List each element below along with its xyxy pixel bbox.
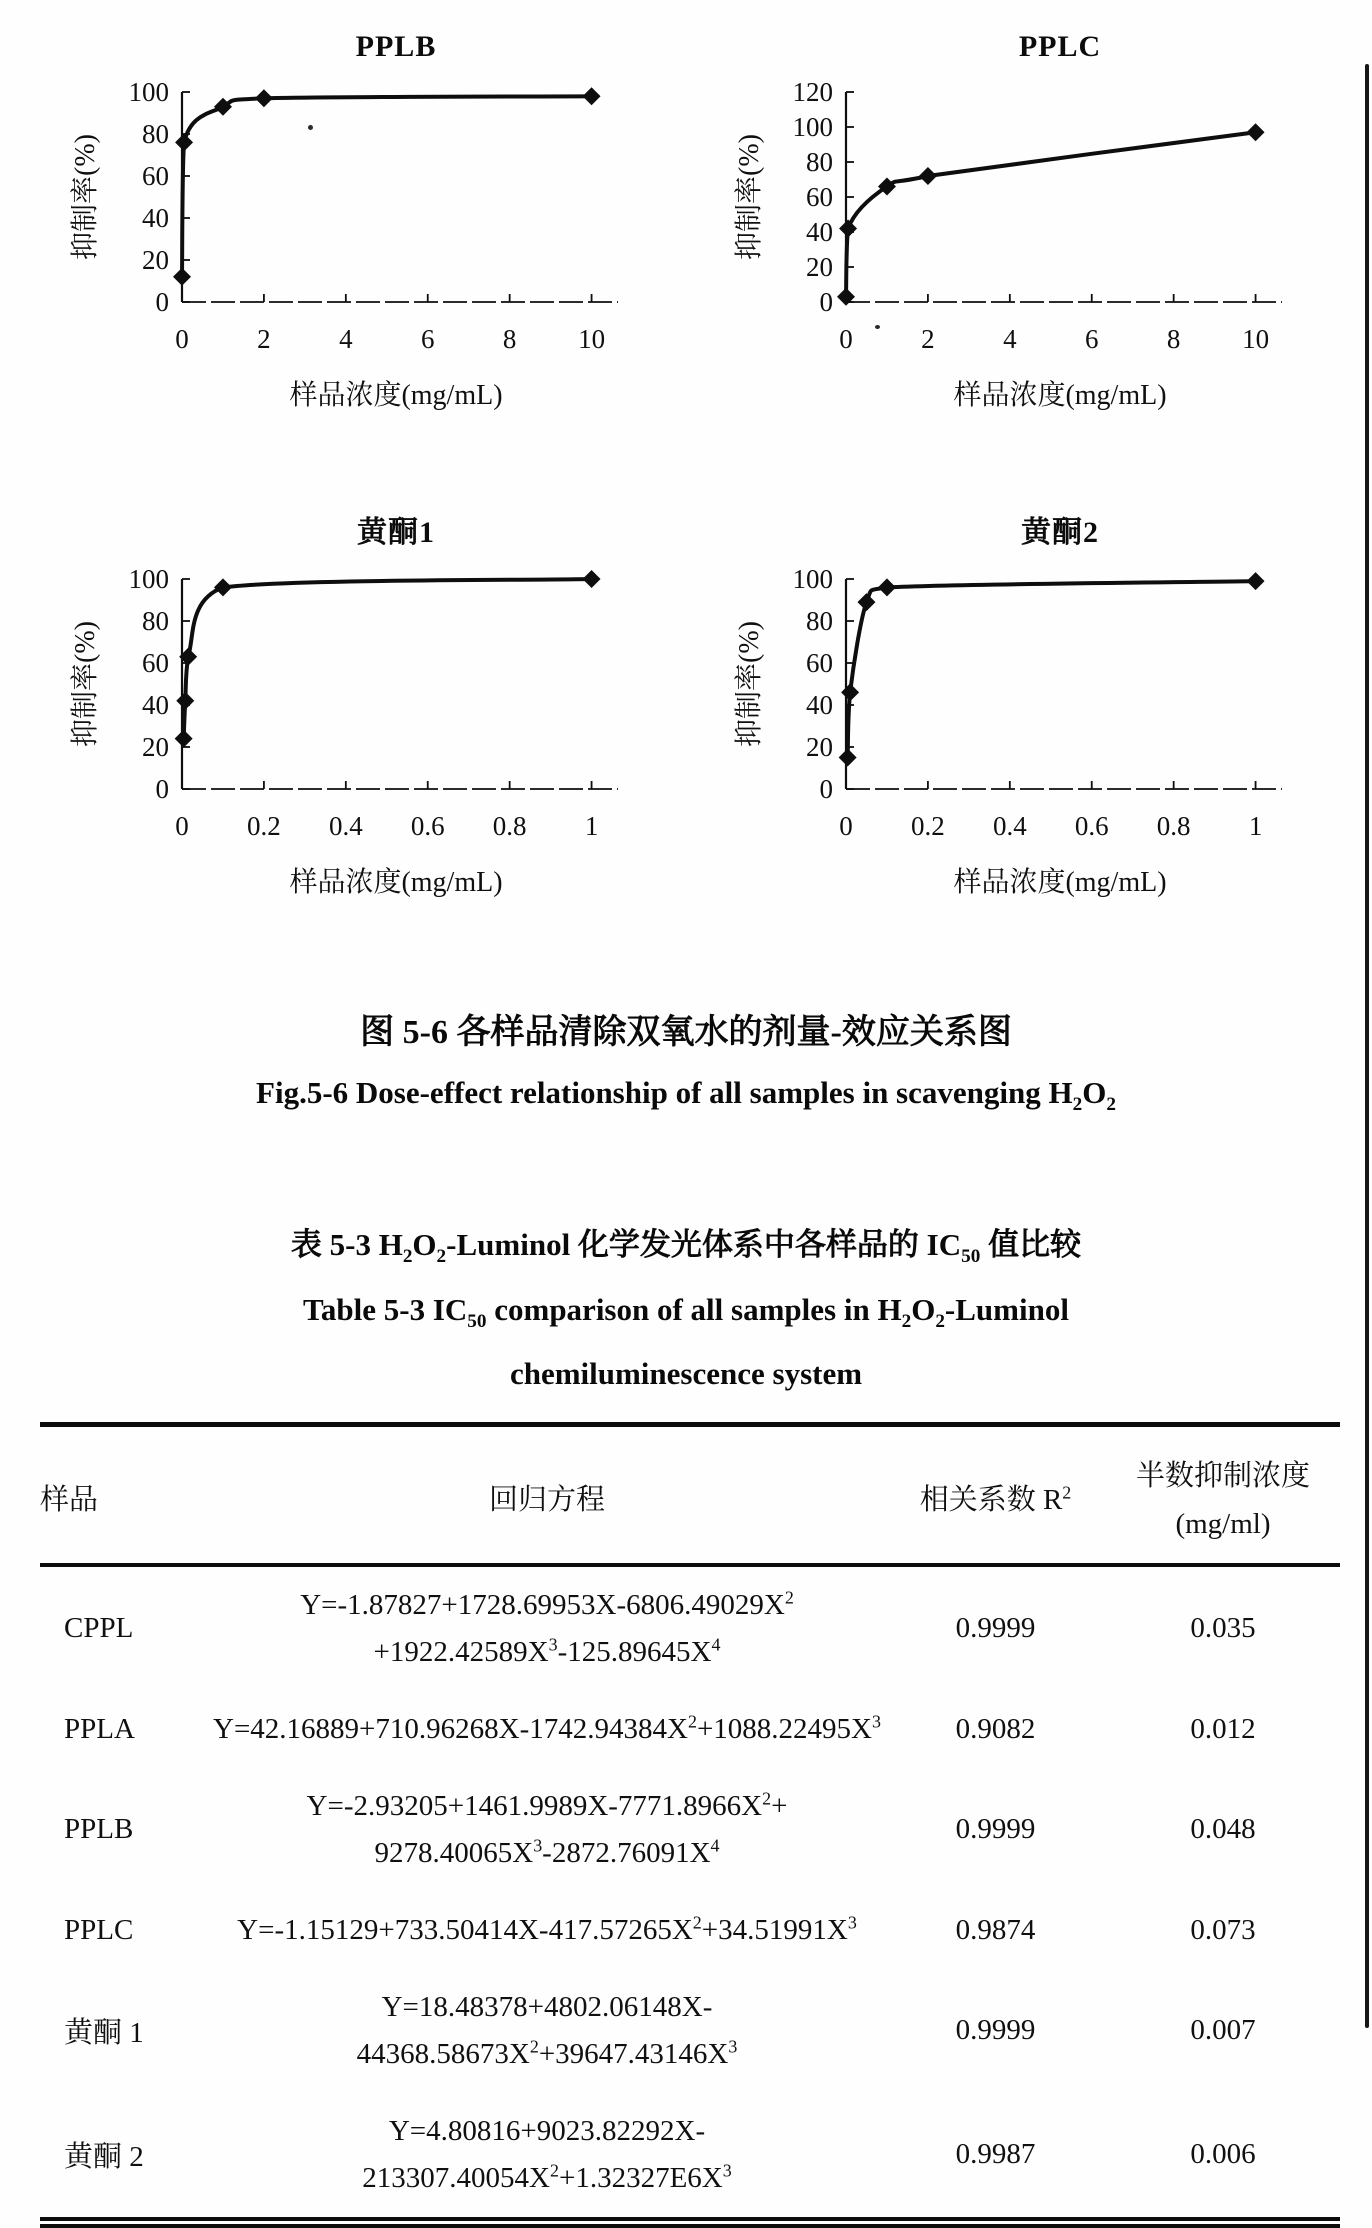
svg-text:样品浓度(mg/mL): 样品浓度(mg/mL) bbox=[289, 867, 503, 898]
svg-text:20: 20 bbox=[806, 252, 833, 282]
svg-text:8: 8 bbox=[502, 324, 517, 354]
svg-text:0: 0 bbox=[175, 324, 189, 354]
equation-line: $Y=-1.87827+1728.69953X-6806.49029X^2$ bbox=[300, 1587, 794, 1621]
chart-title: 黄酮2 bbox=[1021, 516, 1099, 549]
chart-plot-黄酮1 bbox=[64, 559, 644, 904]
svg-text:80: 80 bbox=[806, 147, 833, 177]
header-ic50-concentration bbox=[1106, 1425, 1340, 1566]
svg-text:100: 100 bbox=[128, 77, 169, 107]
equation-cell bbox=[209, 1969, 885, 2093]
svg-text:40: 40 bbox=[142, 690, 169, 720]
equation-line: $Y=-2.93205+1461.9989X-7771.8966X^2+$ bbox=[306, 1788, 788, 1822]
chart-PPLC bbox=[696, 30, 1340, 417]
svg-text:0: 0 bbox=[839, 811, 853, 841]
table-row bbox=[40, 1768, 1340, 1892]
svg-text:40: 40 bbox=[806, 217, 833, 247]
chart-PPLB bbox=[32, 30, 676, 417]
svg-text:8: 8 bbox=[1166, 324, 1181, 354]
chart-title: PPLC bbox=[1018, 30, 1102, 63]
sample-cell: 黄酮 1 bbox=[64, 2017, 144, 2050]
r2-cell: 0.9987 bbox=[955, 2138, 1036, 2171]
svg-text:2: 2 bbox=[921, 324, 935, 354]
svg-text:60: 60 bbox=[142, 648, 169, 678]
table-title-zh: 表 5-3 $H_2O_2$-Luminol 化学发光体系中各样品的 $IC_{50}$ 值比较 bbox=[290, 1227, 1082, 1268]
table-row bbox=[40, 1969, 1340, 2093]
svg-text:0: 0 bbox=[819, 287, 833, 317]
equation-line: $Y=18.48378+4802.06148X-44368.58673X^2+39647.43146X^3$ bbox=[356, 1990, 738, 2070]
svg-text:60: 60 bbox=[142, 161, 169, 191]
equation-line: $Y=4.80816+9023.82292X-213307.40054X^2+1.32327E6X^3$ bbox=[362, 2114, 732, 2194]
table-row bbox=[40, 1691, 1340, 1768]
svg-text:样品浓度(mg/mL): 样品浓度(mg/mL) bbox=[289, 380, 503, 411]
r2-cell: 0.9082 bbox=[955, 1712, 1036, 1745]
chart-plot-黄酮2 bbox=[728, 559, 1308, 904]
svg-text:100: 100 bbox=[792, 112, 833, 142]
equation-line: $Y=-1.15129+733.50414X-417.57265X^2+34.51991X^3$ bbox=[237, 1912, 857, 1946]
svg-text:20: 20 bbox=[142, 732, 169, 762]
svg-text:60: 60 bbox=[806, 648, 833, 678]
svg-text:0.8: 0.8 bbox=[1156, 811, 1191, 841]
table-title-en-line2: chemiluminescence system bbox=[509, 1356, 863, 1391]
sample-cell: PPLB bbox=[64, 1813, 134, 1846]
header-regression-equation: 回归方程 bbox=[488, 1483, 605, 1516]
ic50-cell: 0.048 bbox=[1190, 1813, 1256, 1846]
svg-text:0: 0 bbox=[155, 287, 169, 317]
svg-text:40: 40 bbox=[806, 690, 833, 720]
table-body bbox=[40, 1565, 1340, 2222]
table-header-row bbox=[40, 1425, 1340, 1566]
equation-line: $+1922.42589X^3-125.89645X^4$ bbox=[373, 1634, 721, 1668]
scan-speck bbox=[875, 325, 880, 329]
sample-cell: CPPL bbox=[64, 1612, 134, 1645]
svg-text:0: 0 bbox=[155, 774, 169, 804]
scan-speck bbox=[308, 125, 313, 130]
svg-text:抑制率(%): 抑制率(%) bbox=[70, 134, 101, 260]
svg-text:0.8: 0.8 bbox=[492, 811, 527, 841]
svg-text:6: 6 bbox=[1084, 324, 1099, 354]
equation-line: $9278.40065X^3-2872.76091X^4$ bbox=[374, 1835, 720, 1869]
svg-text:40: 40 bbox=[142, 203, 169, 233]
svg-text:0: 0 bbox=[839, 324, 853, 354]
svg-text:0.4: 0.4 bbox=[992, 811, 1027, 841]
scanned-paper-page bbox=[0, 30, 1372, 2194]
ic50-comparison-table bbox=[40, 1422, 1340, 2228]
header-correlation-coefficient: 相关系数 $R^2$ bbox=[919, 1481, 1072, 1516]
r2-cell: 0.9999 bbox=[955, 2014, 1036, 2047]
chart-黄酮1 bbox=[32, 507, 676, 904]
table-row bbox=[40, 1565, 1340, 1691]
svg-text:10: 10 bbox=[578, 324, 606, 354]
equation-cell bbox=[209, 1892, 885, 1969]
svg-text:1: 1 bbox=[1248, 811, 1263, 841]
svg-text:抑制率(%): 抑制率(%) bbox=[734, 134, 765, 260]
equation-cell bbox=[209, 1565, 885, 1691]
r2-cell: 0.9999 bbox=[955, 1813, 1036, 1846]
equation-cell bbox=[209, 2093, 885, 2222]
svg-text:60: 60 bbox=[806, 182, 833, 212]
svg-text:样品浓度(mg/mL): 样品浓度(mg/mL) bbox=[953, 380, 1167, 411]
chart-plot-PPLC bbox=[728, 72, 1308, 417]
table-row bbox=[40, 2093, 1340, 2222]
chart-title: 黄酮1 bbox=[357, 516, 435, 549]
svg-text:1: 1 bbox=[584, 811, 599, 841]
ic50-cell: 0.073 bbox=[1190, 1913, 1256, 1946]
svg-text:样品浓度(mg/mL): 样品浓度(mg/mL) bbox=[953, 867, 1167, 898]
figure-caption-en: Fig.5-6 Dose-effect relationship of all samples in scavenging $H_2O_2$ bbox=[256, 1075, 1116, 1116]
ic50-cell: 0.035 bbox=[1190, 1612, 1256, 1645]
svg-text:80: 80 bbox=[806, 606, 833, 636]
svg-text:0.2: 0.2 bbox=[911, 811, 945, 841]
sample-cell: PPLC bbox=[64, 1913, 134, 1946]
svg-text:100: 100 bbox=[128, 564, 169, 594]
scan-artifact-right-edge bbox=[1365, 64, 1369, 2028]
header-ic50-line2: (mg/ml) bbox=[1175, 1508, 1271, 1540]
svg-text:0.2: 0.2 bbox=[247, 811, 281, 841]
svg-text:100: 100 bbox=[792, 564, 833, 594]
equation-line: $Y=42.16889+710.96268X-1742.94384X^2+1088.22495X^3$ bbox=[213, 1711, 881, 1745]
figure-5-6-charts bbox=[32, 30, 1340, 904]
svg-text:80: 80 bbox=[142, 119, 169, 149]
r2-cell: 0.9874 bbox=[955, 1913, 1036, 1946]
svg-text:0.6: 0.6 bbox=[410, 811, 445, 841]
chart-plot-PPLB bbox=[64, 72, 644, 417]
header-sample: 样品 bbox=[40, 1483, 99, 1516]
svg-text:4: 4 bbox=[339, 324, 353, 354]
svg-text:80: 80 bbox=[142, 606, 169, 636]
ic50-cell: 0.006 bbox=[1190, 2138, 1256, 2171]
table-title-en-line1: Table 5-3 $IC_{50}$ comparison of all samples in $H_2O_2$-Luminol bbox=[303, 1292, 1069, 1333]
svg-text:20: 20 bbox=[806, 732, 833, 762]
svg-text:0.4: 0.4 bbox=[328, 811, 363, 841]
svg-text:0.6: 0.6 bbox=[1074, 811, 1109, 841]
equation-cell bbox=[209, 1691, 885, 1768]
svg-text:0: 0 bbox=[819, 774, 833, 804]
svg-text:120: 120 bbox=[792, 77, 833, 107]
svg-text:抑制率(%): 抑制率(%) bbox=[70, 621, 101, 747]
svg-text:10: 10 bbox=[1242, 324, 1270, 354]
equation-cell bbox=[209, 1768, 885, 1892]
svg-text:20: 20 bbox=[142, 245, 169, 275]
chart-黄酮2 bbox=[696, 507, 1340, 904]
ic50-cell: 0.007 bbox=[1190, 2014, 1256, 2047]
table-row bbox=[40, 1892, 1340, 1969]
figure-caption-zh: 图 5-6 各样品清除双氧水的剂量-效应关系图 bbox=[360, 1014, 1012, 1051]
ic50-cell: 0.012 bbox=[1190, 1712, 1256, 1745]
sample-cell: 黄酮 2 bbox=[64, 2141, 144, 2174]
header-ic50-line1: 半数抑制浓度 bbox=[1135, 1460, 1310, 1492]
r2-cell: 0.9999 bbox=[955, 1612, 1036, 1645]
chart-title: PPLB bbox=[355, 30, 437, 63]
svg-text:0: 0 bbox=[175, 811, 189, 841]
svg-text:4: 4 bbox=[1003, 324, 1017, 354]
sample-cell: PPLA bbox=[64, 1712, 135, 1745]
svg-text:2: 2 bbox=[257, 324, 271, 354]
svg-text:6: 6 bbox=[420, 324, 435, 354]
svg-text:抑制率(%): 抑制率(%) bbox=[734, 621, 765, 747]
